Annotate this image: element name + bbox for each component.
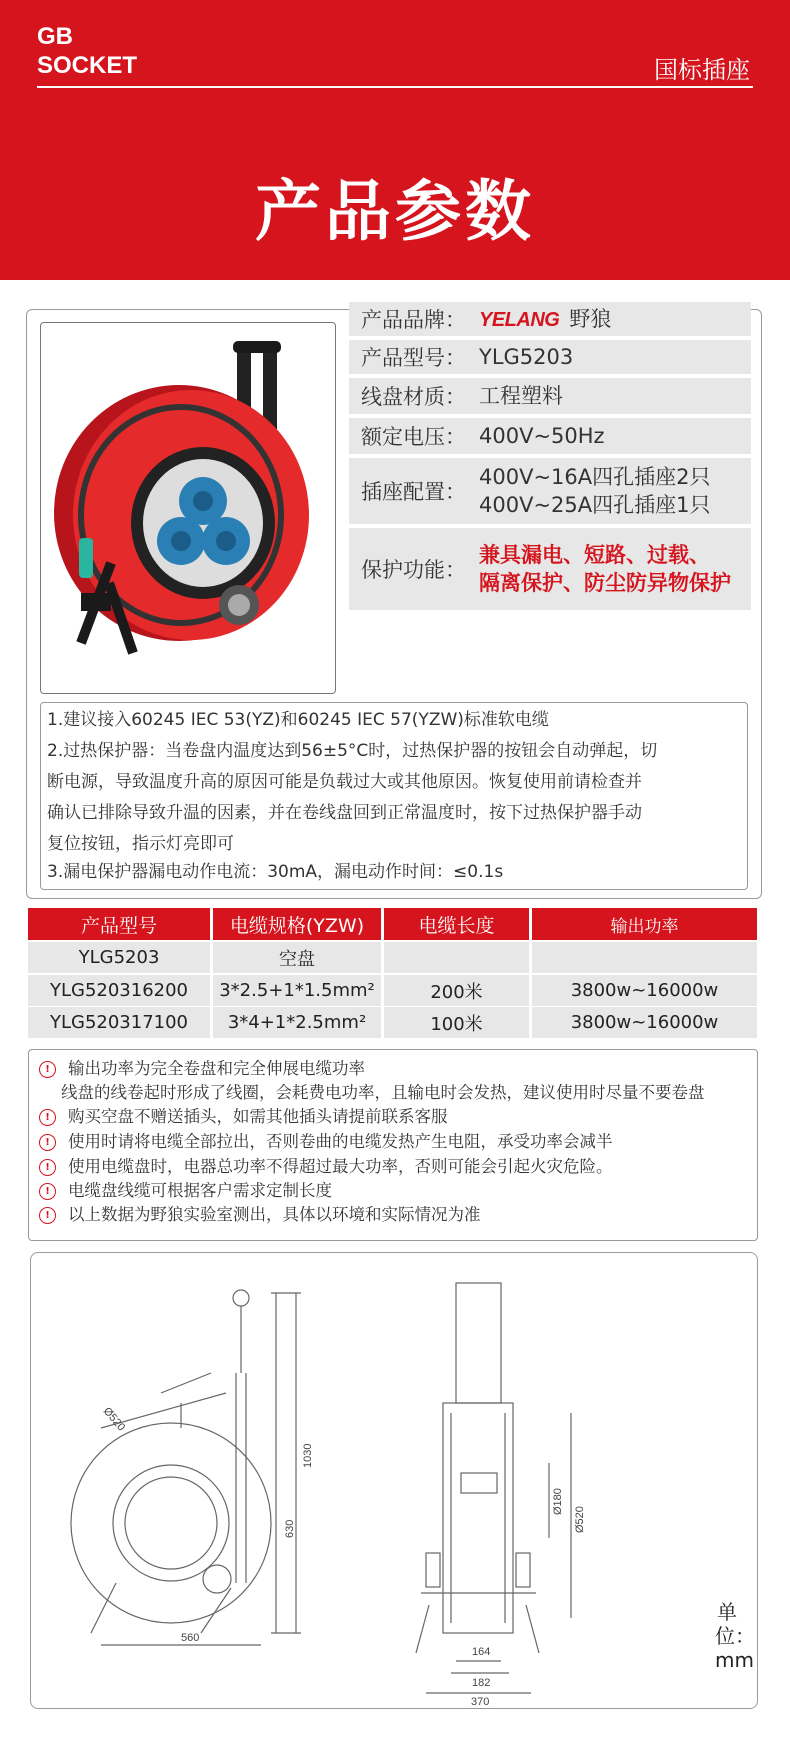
dim-diameter-inner: Ø180 <box>552 1488 564 1515</box>
dim-370: 370 <box>471 1696 490 1708</box>
dim-182: 182 <box>472 1677 491 1689</box>
brand-line-1: GB <box>37 23 73 50</box>
table-cell <box>384 942 529 973</box>
table-cell: 100米 <box>384 1007 529 1038</box>
spec-value-line: 兼具漏电、短路、过载、 <box>479 543 710 567</box>
table-cell: YLG520316200 <box>28 975 210 1006</box>
note-line: 2.过热保护器：当卷盘内温度达到56±5°C时，过热保护器的按钮会自动弹起，切 <box>47 741 658 761</box>
spec-label: 线盘材质： <box>361 385 466 409</box>
spec-label: 产品品牌： <box>361 308 466 332</box>
table-header-cell: 电缆规格(YZW) <box>213 908 381 940</box>
table-cell: 3800w~16000w <box>532 975 757 1006</box>
table-header-cell: 输出功率 <box>532 908 757 940</box>
table-cell: 3*4+1*2.5mm² <box>213 1007 381 1038</box>
info-icon: ! <box>39 1134 56 1151</box>
unit-label: 单位：mm <box>715 1600 755 1672</box>
note-line: 确认已排除导致升温的因素，并在卷线盘回到正常温度时，按下过热保护器手动 <box>47 803 642 823</box>
table-cell: YLG520317100 <box>28 1007 210 1038</box>
table-cell: 3*2.5+1*1.5mm² <box>213 975 381 1006</box>
spec-value: 400V~50Hz <box>479 424 605 448</box>
brand-line-2: SOCKET <box>37 52 138 79</box>
spec-label: 产品型号： <box>361 346 466 370</box>
tip-item: ! 购买空盘不赠送插头，如需其他插头请提前联系客服 <box>39 1106 753 1128</box>
table-cell: 200米 <box>384 975 529 1006</box>
brand-mark <box>37 22 137 80</box>
spec-value-line: 隔离保护、防尘防异物保护 <box>479 571 731 595</box>
spec-value-line: 400V~25A四孔插座1只 <box>479 493 711 517</box>
info-icon: ! <box>39 1109 56 1126</box>
tip-item: ! 使用电缆盘时，电器总功率不得超过最大功率，否则可能会引起火灾危险。 <box>39 1156 753 1178</box>
technical-drawing <box>31 1253 757 1708</box>
dim-164: 164 <box>472 1646 491 1658</box>
note-line: 1.建议接入60245 IEC 53(YZ)和60245 IEC 57(YZW)标准软电缆 <box>47 710 549 730</box>
table-cell <box>532 942 757 973</box>
spec-value-line: 400V~16A四孔插座2只 <box>479 465 711 489</box>
table-header-cell: 电缆长度 <box>384 908 529 940</box>
dim-height-reel: 630 <box>284 1519 296 1538</box>
spec-protection <box>349 528 751 610</box>
spec-socket-config <box>349 458 751 524</box>
spec-model <box>349 340 751 374</box>
table-cell: YLG5203 <box>28 942 210 973</box>
cable-reel-illustration <box>41 323 335 693</box>
product-photo <box>40 322 336 694</box>
tip-item: ! 输出功率为完全卷盘和完全伸展电缆功率 <box>39 1058 753 1080</box>
tip-subline: 线盘的线卷起时形成了线圈，会耗费电功率，且输电时会发热，建议使用时尽量不要卷盘 <box>61 1083 705 1102</box>
info-icon: ! <box>39 1207 56 1224</box>
dim-height-total: 1030 <box>302 1443 314 1468</box>
spec-label: 额定电压： <box>361 425 466 449</box>
usage-notes <box>40 702 748 890</box>
table-cell: 3800w~16000w <box>532 1007 757 1038</box>
yelang-logo: YELANG <box>479 308 560 331</box>
spec-brand <box>349 302 751 336</box>
tip-item: ! 以上数据为野狼实验室测出，具体以环境和实际情况为准 <box>39 1204 753 1226</box>
info-icon: ! <box>39 1061 56 1078</box>
dim-width-base: 560 <box>181 1632 200 1644</box>
tip-item: ! 电缆盘线缆可根据客户需求定制长度 <box>39 1180 753 1202</box>
info-icon: ! <box>39 1183 56 1200</box>
note-line: 3.漏电保护器漏电动作电流：30mA，漏电动作时间：≤0.1s <box>47 862 504 882</box>
spec-value: 工程塑料 <box>479 384 563 408</box>
spec-value: YLG5203 <box>479 345 574 369</box>
info-icon: ! <box>39 1159 56 1176</box>
table-cell: 空盘 <box>213 942 381 973</box>
note-line: 复位按钮，指示灯亮即可 <box>47 834 234 854</box>
dim-diameter-side: Ø520 <box>574 1506 586 1533</box>
page-title: 产品参数 <box>255 173 535 250</box>
table-header-cell: 产品型号 <box>28 908 210 940</box>
spec-label: 保护功能： <box>361 558 466 582</box>
spec-value: 野狼 <box>569 306 612 331</box>
tips-box <box>28 1049 758 1241</box>
spec-material <box>349 378 751 414</box>
dimension-drawing <box>30 1252 758 1709</box>
spec-label: 插座配置： <box>361 480 466 504</box>
dim-diameter-outer: Ø520 <box>100 1405 128 1434</box>
tip-item: ! 使用时请将电缆全部拉出，否则卷曲的电缆发热产生电阻，承受功率会减半 <box>39 1131 753 1153</box>
note-line: 断电源，导致温度升高的原因可能是负载过大或其他原因。恢复使用前请检查并 <box>47 772 642 792</box>
header-banner <box>0 0 790 280</box>
header-divider <box>37 86 753 88</box>
spec-voltage <box>349 418 751 454</box>
category-label: 国标插座 <box>654 56 750 84</box>
